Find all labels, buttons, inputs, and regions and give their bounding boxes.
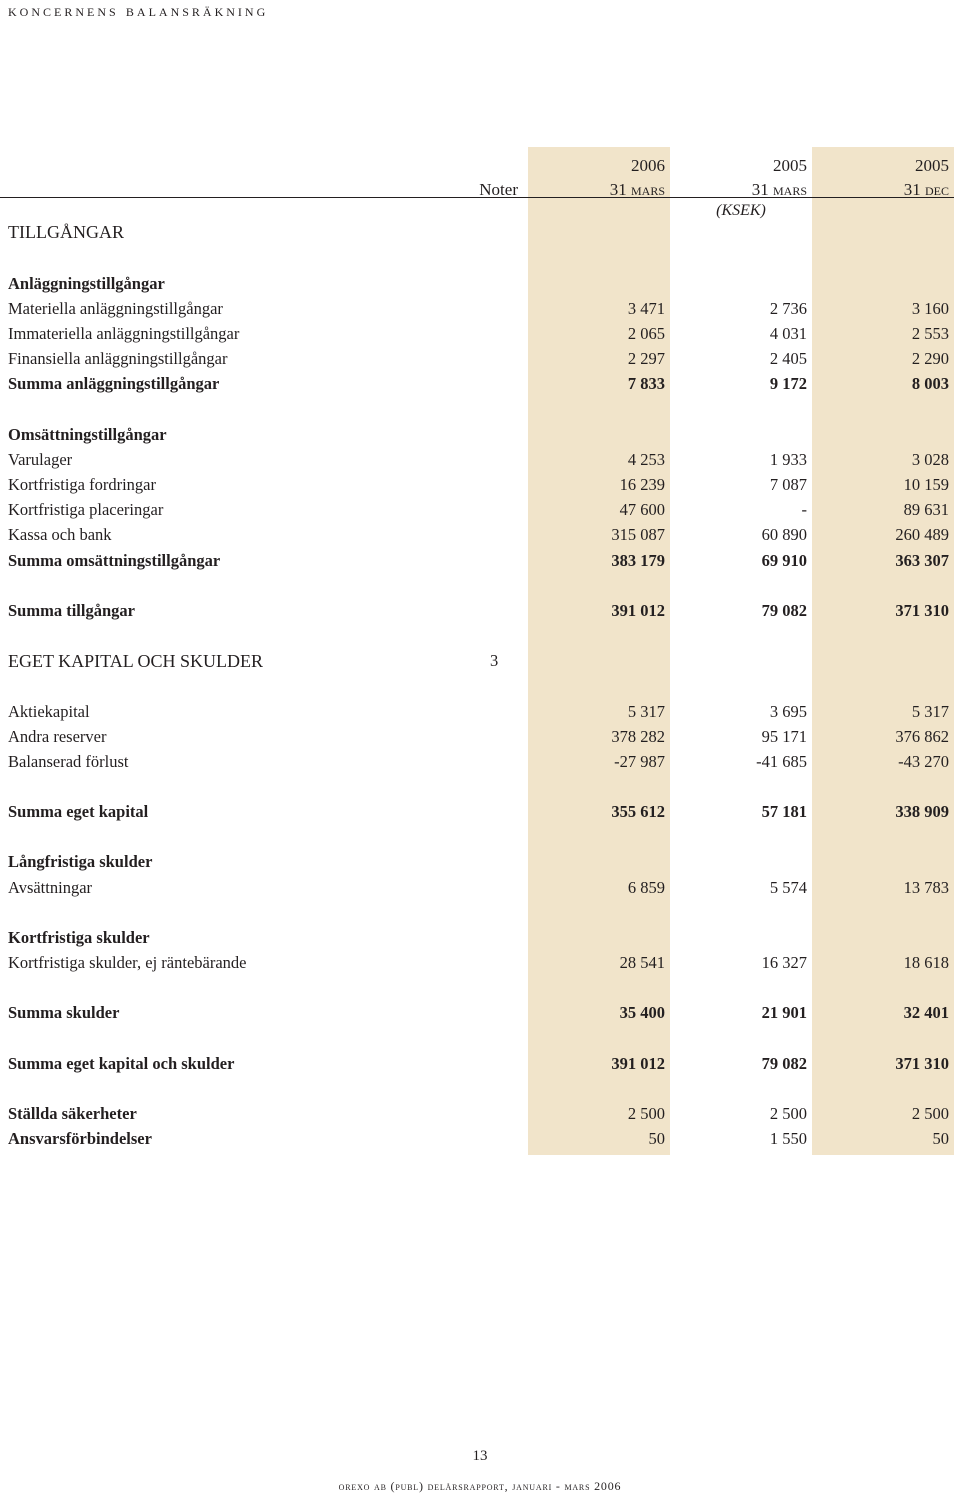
row-value-2005-mars: -41 685 — [756, 752, 807, 771]
row-value-2005-mars: 7 087 — [769, 475, 807, 494]
row-value-2005-dec: 10 159 — [903, 475, 949, 494]
row-label: Kassa och bank — [8, 525, 112, 544]
date-header-2: 31 mars — [751, 180, 807, 199]
row-value-2006-mars: 6 859 — [627, 878, 665, 897]
row-value-2005-mars: 2 405 — [769, 349, 807, 368]
row-label: Kortfristiga placeringar — [8, 500, 164, 519]
row-value-2006-mars: 355 612 — [611, 802, 665, 821]
row-value-2006-mars: 3 471 — [627, 299, 665, 318]
row-value-2005-dec: 32 401 — [903, 1003, 949, 1022]
footer-text: orexo ab (publ) delårsrapport, januari - mars 2006 — [338, 1479, 622, 1493]
section-label: TILLGÅNGAR — [8, 222, 124, 242]
section-heading-tillgangar — [0, 220, 960, 244]
row-label: Summa skulder — [8, 1003, 120, 1022]
subsection-heading — [0, 850, 960, 874]
row-value-2005-dec: 376 862 — [895, 727, 949, 746]
row-value-2005-dec: 18 618 — [903, 953, 949, 972]
table-row — [0, 473, 960, 497]
row-value-2005-mars: 79 082 — [761, 601, 807, 620]
row-label: Immateriella anläggningstillgångar — [8, 324, 240, 343]
row-value-2005-mars: 1 933 — [769, 450, 807, 469]
table-row — [0, 951, 960, 975]
row-label: Finansiella anläggningstillgångar — [8, 349, 228, 368]
row-value-2005-mars: 79 082 — [761, 1054, 807, 1073]
table-row-sum — [0, 549, 960, 573]
row-label: Andra reserver — [8, 727, 107, 746]
row-value-2005-mars: 16 327 — [761, 953, 807, 972]
table-row — [0, 347, 960, 371]
row-value-2005-mars: 95 171 — [761, 727, 807, 746]
table-row — [0, 498, 960, 522]
row-label: Summa anläggningstillgångar — [8, 374, 220, 393]
row-value-2005-dec: 8 003 — [911, 374, 949, 393]
row-value-2006-mars: 391 012 — [611, 1054, 665, 1073]
table-row-sum — [0, 800, 960, 824]
row-label: Materiella anläggningstillgångar — [8, 299, 223, 318]
row-value-2005-mars: 5 574 — [769, 878, 807, 897]
row-value-2005-dec: 338 909 — [895, 802, 949, 821]
row-value-2005-dec: 371 310 — [895, 1054, 949, 1073]
row-value-2005-dec: 2 553 — [911, 324, 949, 343]
noter-header: Noter — [479, 180, 518, 199]
row-label: Summa tillgångar — [8, 601, 135, 620]
row-value-2006-mars: 2 065 — [627, 324, 665, 343]
row-value-2006-mars: 50 — [648, 1129, 665, 1148]
unit-label: (KSEK) — [716, 202, 766, 219]
row-value-2006-mars: 7 833 — [627, 374, 665, 393]
table-row-total — [0, 1052, 960, 1076]
row-value-2006-mars: 2 500 — [627, 1104, 665, 1123]
table-row — [0, 750, 960, 774]
year-header-3: 2005 — [915, 156, 949, 175]
row-value-2006-mars: 16 239 — [619, 475, 665, 494]
subsection-label: Kortfristiga skulder — [8, 928, 150, 947]
row-value-2006-mars: 378 282 — [611, 727, 665, 746]
note-reference: 3 — [490, 651, 499, 670]
row-value-2005-mars: 69 910 — [761, 551, 807, 570]
table-row — [0, 876, 960, 900]
subsection-heading — [0, 423, 960, 447]
row-value-2006-mars: 2 297 — [627, 349, 665, 368]
row-value-2005-dec: 3 028 — [911, 450, 949, 469]
section-heading-eget-kapital — [0, 649, 960, 673]
row-label: Summa omsättningstillgångar — [8, 551, 221, 570]
subsection-label: Omsättningstillgångar — [8, 425, 167, 444]
row-label: Kortfristiga fordringar — [8, 475, 156, 494]
row-value-2005-mars: - — [801, 500, 807, 519]
year-header-1: 2006 — [631, 156, 665, 175]
row-value-2005-dec: -43 270 — [898, 752, 949, 771]
table-row — [0, 1102, 960, 1126]
row-value-2005-dec: 363 307 — [895, 551, 949, 570]
row-value-2006-mars: 35 400 — [619, 1003, 665, 1022]
row-label: Ställda säkerheter — [8, 1104, 137, 1123]
row-value-2005-mars: 9 172 — [769, 374, 807, 393]
page-heading: koncernens balansräkning — [8, 1, 269, 20]
table-row — [0, 297, 960, 321]
row-value-2006-mars: 47 600 — [619, 500, 665, 519]
row-value-2005-dec: 371 310 — [895, 601, 949, 620]
table-row — [0, 448, 960, 472]
row-value-2005-mars: 57 181 — [761, 802, 807, 821]
row-value-2005-dec: 89 631 — [903, 500, 949, 519]
row-value-2006-mars: 4 253 — [627, 450, 665, 469]
row-label: Kortfristiga skulder, ej räntebärande — [8, 953, 247, 972]
table-row — [0, 725, 960, 749]
page-number: 13 — [472, 1448, 488, 1464]
year-header-2: 2005 — [773, 156, 807, 175]
subsection-heading — [0, 272, 960, 296]
section-label: EGET KAPITAL OCH SKULDER — [8, 651, 264, 671]
row-value-2005-dec: 50 — [932, 1129, 949, 1148]
row-label: Balanserad förlust — [8, 752, 129, 771]
row-label: Summa eget kapital och skulder — [8, 1054, 235, 1073]
row-value-2006-mars: 315 087 — [611, 525, 665, 544]
row-value-2006-mars: 383 179 — [611, 551, 665, 570]
date-header-1: 31 mars — [609, 180, 665, 199]
row-value-2006-mars: 391 012 — [611, 601, 665, 620]
subsection-label: Långfristiga skulder — [8, 852, 153, 871]
table-row — [0, 1127, 960, 1151]
table-row — [0, 523, 960, 547]
table-row-sum — [0, 1001, 960, 1025]
row-value-2006-mars: 28 541 — [619, 953, 665, 972]
row-value-2005-dec: 2 500 — [911, 1104, 949, 1123]
row-value-2005-dec: 5 317 — [911, 702, 949, 721]
row-label: Ansvarsförbindelser — [8, 1129, 152, 1148]
row-value-2005-dec: 2 290 — [911, 349, 949, 368]
row-label: Avsättningar — [8, 878, 93, 897]
row-label: Summa eget kapital — [8, 802, 149, 821]
table-row — [0, 322, 960, 346]
row-label: Varulager — [8, 450, 73, 469]
subsection-heading — [0, 926, 960, 950]
row-value-2005-mars: 4 031 — [769, 324, 807, 343]
table-row-sum — [0, 372, 960, 396]
row-value-2006-mars: 5 317 — [627, 702, 665, 721]
row-value-2005-mars: 2 500 — [769, 1104, 807, 1123]
row-value-2005-mars: 21 901 — [761, 1003, 807, 1022]
row-value-2005-mars: 1 550 — [769, 1129, 807, 1148]
table-row-total — [0, 599, 960, 623]
row-value-2005-dec: 260 489 — [895, 525, 949, 544]
row-value-2005-dec: 3 160 — [911, 299, 949, 318]
row-value-2005-mars: 3 695 — [769, 702, 807, 721]
table-row — [0, 700, 960, 724]
row-value-2005-mars: 60 890 — [761, 525, 807, 544]
row-label: Aktiekapital — [8, 702, 90, 721]
subsection-label: Anläggningstillgångar — [8, 274, 165, 293]
header-rule — [0, 197, 954, 198]
row-value-2006-mars: -27 987 — [614, 752, 665, 771]
row-value-2005-dec: 13 783 — [903, 878, 949, 897]
row-value-2005-mars: 2 736 — [769, 299, 807, 318]
date-header-3: 31 dec — [903, 180, 949, 199]
